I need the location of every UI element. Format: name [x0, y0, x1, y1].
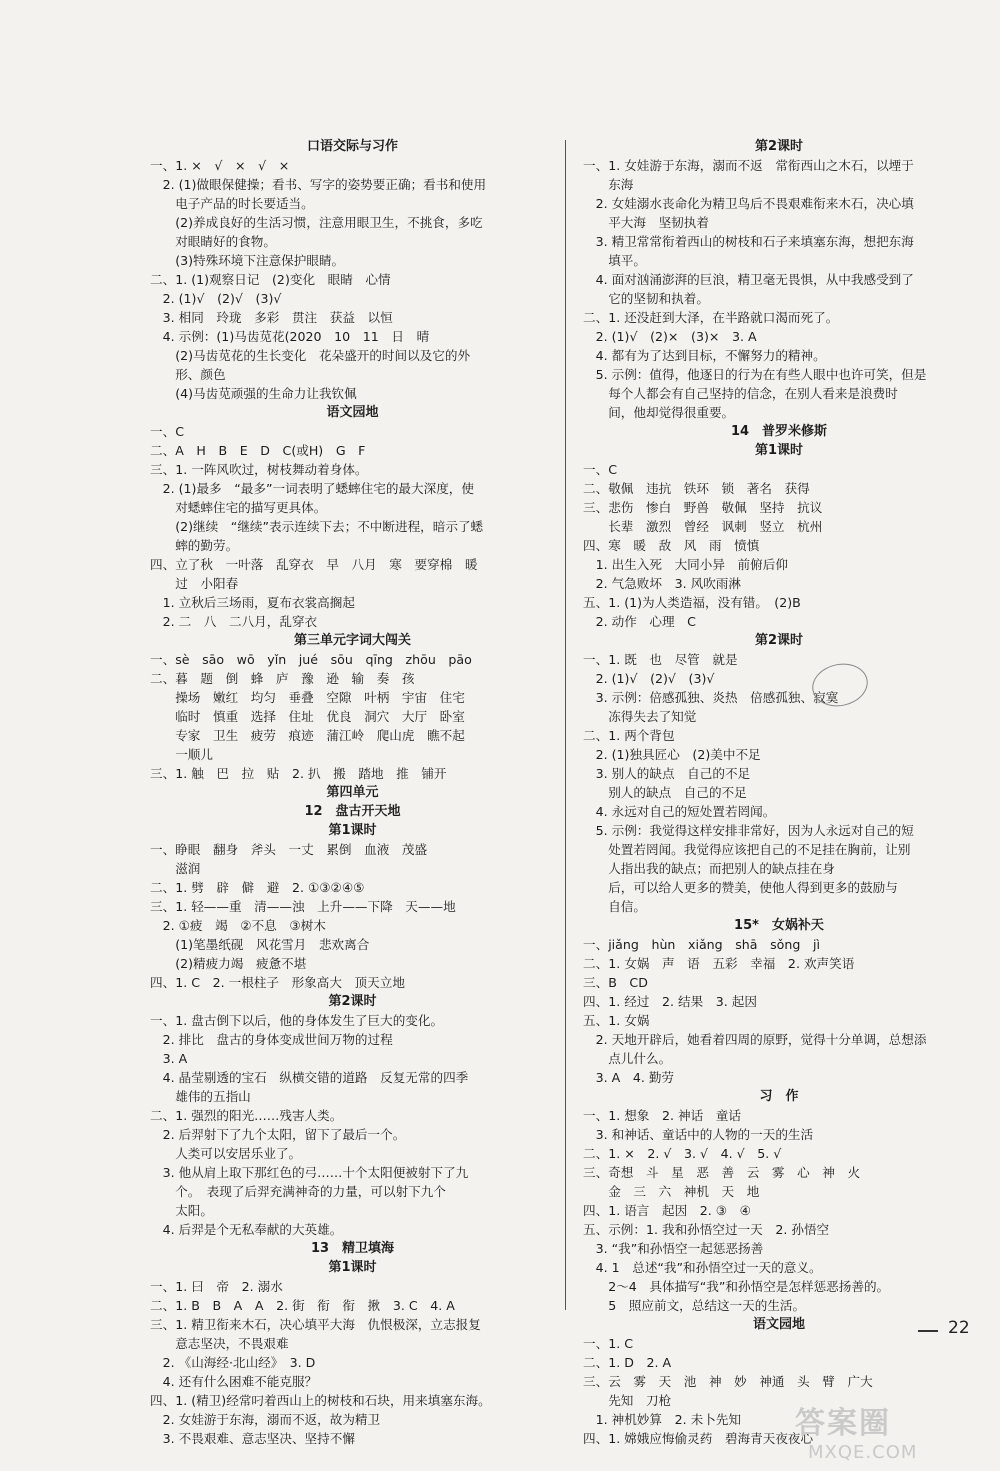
- answer-line: 一、1. 盘古倒下以后，他的身体发生了巨大的变化。: [150, 1013, 444, 1028]
- answer-line: 3. 示例：倍感孤独、炎热 倍感孤独、寂寞: [583, 690, 839, 705]
- answer-line: 形、颜色: [150, 367, 226, 382]
- answer-line: 一、1. 女娃游于东海，溺而不返 常衔西山之木石，以堙于: [583, 158, 914, 173]
- answer-line: 填平。: [583, 253, 646, 268]
- answer-line: 三、1. 轻——重 清——浊 上升——下降 天——地: [150, 899, 456, 914]
- answer-line: 3. 别人的缺点 自己的不足: [583, 766, 751, 781]
- answer-line: 二、A H B E D C(或H) G F: [150, 443, 366, 458]
- answer-line: 2. (1)√ (2)× (3)× 3. A: [583, 329, 757, 344]
- answer-line: 四、寒 暖 敌 风 雨 愤慎: [583, 538, 760, 553]
- section-title: 第2课时: [328, 994, 377, 1009]
- answer-line: 2. 气急败坏 3. 风吹雨淋: [583, 576, 741, 591]
- answer-line: 后，可以给人更多的赞美，使他人得到更多的鼓励与: [583, 880, 898, 895]
- answer-line: 长辈 激烈 曾经 讽刺 竖立 杭州: [583, 519, 823, 534]
- answer-line: 操场 嫩红 均匀 垂叠 空隙 叶柄 宇宙 住宅: [150, 690, 465, 705]
- answer-line: (2)马齿苋花的生长变化 花朵盛开的时间以及它的外: [150, 348, 471, 363]
- answer-line: (3)特殊环境下注意保护眼睛。: [150, 253, 345, 268]
- answer-line: 四、1. 经过 2. 结果 3. 起因: [583, 994, 757, 1009]
- section-title: 第三单元字词大闯关: [293, 633, 411, 648]
- answer-line: 二、1. D 2. A: [583, 1355, 672, 1370]
- answer-line: 滋润: [150, 861, 201, 876]
- watermark-url: MXQE.COM: [808, 1442, 918, 1463]
- answer-line: 三、1. 一阵风吹过，树枝舞动着身体。: [150, 462, 368, 477]
- answer-line: 间，他却觉得很重要。: [583, 405, 735, 420]
- answer-line: 二、1. 女娲 声 语 五彩 幸福 2. 欢声笑语: [583, 956, 855, 971]
- answer-line: 二、1. × 2. √ 3. √ 4. √ 5. √: [583, 1146, 782, 1161]
- section-title: 第1课时: [328, 1260, 377, 1275]
- answer-line: 4. 永远对自己的短处置若罔闻。: [583, 804, 776, 819]
- answer-line: 蟀的勤劳。: [150, 538, 239, 553]
- answer-line: 1. 神机妙算 2. 未卜先知: [583, 1412, 741, 1427]
- answer-line: 五、示例：1. 我和孙悟空过一天 2. 孙悟空: [583, 1222, 830, 1237]
- answer-line: 4. 1 总述“我”和孙悟空过一天的意义。: [583, 1260, 822, 1275]
- answer-line: 一、jiǎng hùn xiǎng shā sǒng jì: [583, 937, 820, 952]
- answer-line: 二、暮 题 倒 蜂 庐 豫 逊 输 奏 孩: [150, 671, 415, 686]
- answer-line: 2～4 具体描写“我”和孙悟空是怎样惩恶扬善的。: [583, 1279, 890, 1294]
- answer-line: 一、1. × √ × √ ×: [150, 158, 290, 173]
- answer-line: 二、1. 强烈的阳光……残害人类。: [150, 1108, 343, 1123]
- answer-line: 二、敬佩 违抗 铁环 锁 著名 获得: [583, 481, 810, 496]
- answer-line: 四、1. (精卫)经常叼着西山上的树枝和石块，用来填塞东海。: [150, 1393, 491, 1408]
- answer-line: 二、1. (1)观察日记 (2)变化 眼睛 心情: [150, 272, 391, 287]
- answer-line: 每个人都会有自己坚持的信念，在别人看来是浪费时: [583, 386, 898, 401]
- section-title: 12 盘古开天地: [304, 804, 401, 819]
- section-title: 第四单元: [326, 785, 379, 800]
- answer-line: 人类可以安居乐业了。: [150, 1146, 302, 1161]
- answer-line: 意志坚决，不畏艰难: [150, 1336, 289, 1351]
- answer-line: 2. (1)独具匠心 (2)美中不足: [583, 747, 761, 762]
- answer-line: 2. (1)√ (2)√ (3)√: [150, 291, 282, 306]
- answer-line: 二、1. 两个背包: [583, 728, 675, 743]
- answer-line: 雄伟的五指山: [150, 1089, 251, 1104]
- answer-line: 5. 示例：我觉得这样安排非常好，因为人永远对自己的短: [583, 823, 914, 838]
- left-column: [150, 137, 555, 1448]
- answer-line: 人指出我的缺点；而把别人的缺点挂在身: [583, 861, 835, 876]
- answer-line: 2. (1)√ (2)√ (3)√: [583, 671, 715, 686]
- answer-line: 3. 相同 玲珑 多彩 贯注 获益 以恒: [150, 310, 393, 325]
- answer-line: 别人的缺点 自己的不足: [583, 785, 747, 800]
- answer-line: 2. 天地开辟后，她看着四周的原野，觉得十分单调，总想添: [583, 1032, 927, 1047]
- page-number: 22: [948, 1318, 970, 1338]
- answer-line: 一、1. C: [583, 1336, 633, 1351]
- right-column: [583, 137, 975, 1448]
- answer-line: (2)精疲力竭 疲惫不堪: [150, 956, 307, 971]
- answer-line: 三、奇想 斗 星 恶 善 云 雾 心 神 火: [583, 1165, 861, 1180]
- answer-line: 电子产品的时长要适当。: [150, 196, 314, 211]
- answer-line: 3. 和神话、童话中的人物的一天的生活: [583, 1127, 814, 1142]
- answer-line: (2)养成良好的生活习惯，注意用眼卫生，不挑食，多吃: [150, 215, 483, 230]
- answer-line: 过 小阳春: [150, 576, 239, 591]
- section-title: 第2课时: [754, 139, 804, 154]
- answer-line: 二、1. 还没赶到大泽，在半路就口渴而死了。: [583, 310, 839, 325]
- answer-line: 3. A 4. 勤劳: [583, 1070, 675, 1085]
- answer-line: 三、1. 触 巴 拉 贴 2. 扒 搬 踏地 推 铺开: [150, 766, 447, 781]
- answer-line: 二、1. 劈 辟 僻 避 2. ①③②④⑤: [150, 880, 365, 895]
- watermark-brand: 答案圈: [795, 1406, 891, 1441]
- answer-line: 处置若罔闻。我觉得应该把自己的不足挂在胸前，让别: [583, 842, 911, 857]
- answer-line: 一、1. 想象 2. 神话 童话: [583, 1108, 741, 1123]
- answer-line: 2. 女娃游于东海，溺而不返，故为精卫: [150, 1412, 381, 1427]
- answer-line: 太阳。: [150, 1203, 213, 1218]
- answer-line: 一、C: [583, 462, 617, 477]
- answer-line: 四、1. C 2. 一根柱子 形象高大 顶天立地: [150, 975, 405, 990]
- answer-line: 四、1. 嫦娥应悔偷灵药 碧海青天夜夜心: [583, 1431, 814, 1446]
- answer-line: 四、1. 语言 起因 2. ③ ④: [583, 1203, 751, 1218]
- answer-line: 2. 女娃溺水丧命化为精卫鸟后不畏艰难衔来木石，决心填: [583, 196, 914, 211]
- answer-line: 5 照应前文，总结这一天的生活。: [583, 1298, 806, 1313]
- answer-line: 3. 他从肩上取下那红色的弓……十个太阳便被射下了九: [150, 1165, 469, 1180]
- answer-line: 三、1. 精卫衔来木石，决心填平大海 仇恨极深，立志报复: [150, 1317, 481, 1332]
- answer-line: 2. 后羿射下了九个太阳，留下了最后一个。: [150, 1127, 406, 1142]
- answer-line: 四、立了秋 一叶落 乱穿衣 早 八月 寒 要穿棉 暖: [150, 557, 478, 572]
- answer-line: 5. 示例：值得，他逐日的行为在有些人眼中也许可笑，但是: [583, 367, 927, 382]
- answer-line: 一、睁眼 翻身 斧头 一丈 累倒 血液 茂盛: [150, 842, 428, 857]
- answer-line: 平大海 坚韧执着: [583, 215, 709, 230]
- answer-line: 二、1. B B A A 2. 街 衔 衔 揪 3. C 4. A: [150, 1298, 455, 1313]
- answer-line: 2. ①疲 竭 ②不息 ③树木: [150, 918, 326, 933]
- answer-line: 3. 精卫常常衔着西山的树枝和石子来填塞东海，想把东海: [583, 234, 914, 249]
- answer-line: (2)继续 “继续”表示连续下去；不中断进程，暗示了蟋: [150, 519, 484, 534]
- answer-line: 3. A: [150, 1051, 188, 1066]
- answer-line: 3. “我”和孙悟空一起惩恶扬善: [583, 1241, 764, 1256]
- section-title: 习 作: [759, 1089, 799, 1104]
- section-title: 15* 女娲补天: [734, 918, 824, 933]
- answer-line: 五、1. (1)为人类造福，没有错。 (2)B: [583, 595, 801, 610]
- answer-line: 一顺儿: [150, 747, 213, 762]
- answer-line: 一、C: [150, 424, 184, 439]
- answer-line: 对眼睛好的食物。: [150, 234, 276, 249]
- answer-line: 4. 还有什么困难不能克服？: [150, 1374, 318, 1389]
- answer-line: 4. 后羿是个无私奉献的大英雄。: [150, 1222, 343, 1237]
- answer-line: 2. 《山海经·北山经》 3. D: [150, 1355, 316, 1370]
- answer-line: 2. (1)最多 “最多”一词表明了蟋蟀住宅的最大深度，使: [150, 481, 474, 496]
- column-divider: [565, 140, 566, 1310]
- answer-line: 2. (1)做眼保健操；看书、写字的姿势要正确；看书和使用: [150, 177, 487, 192]
- answer-line: 点儿什么。: [583, 1051, 672, 1066]
- answer-line: 对蟋蟀住宅的描写更具体。: [150, 500, 327, 515]
- answer-line: 三、悲伤 惨白 野兽 敬佩 坚持 抗议: [583, 500, 823, 515]
- answer-line: (4)马齿苋顽强的生命力让我钦佩: [150, 386, 357, 401]
- answer-line: 2. 二 八 二八月，乱穿衣: [150, 614, 318, 629]
- section-title: 第1课时: [328, 823, 377, 838]
- answer-line: 1. 出生入死 大同小异 前俯后仰: [583, 557, 788, 572]
- answer-line: 3. 不畏艰难、意志坚决、坚持不懈: [150, 1431, 355, 1446]
- answer-line: 五、1. 女娲: [583, 1013, 650, 1028]
- answer-line: 一、1. 既 也 尽管 就是: [583, 652, 738, 667]
- answer-line: 4. 面对汹涌澎湃的巨浪，精卫毫无畏惧，从中我感受到了: [583, 272, 914, 287]
- section-title: 第2课时: [754, 633, 804, 648]
- section-title: 口语交际与习作: [306, 139, 398, 154]
- page-number-dash: [918, 1330, 938, 1332]
- answer-line: 先知 刀枪: [583, 1393, 672, 1408]
- answer-line: 冻得失去了知觉: [583, 709, 697, 724]
- section-title: 13 精卫填海: [310, 1241, 395, 1256]
- answer-line: 金 三 六 神机 天 地: [583, 1184, 760, 1199]
- answer-line: 一、1. 曰 帝 2. 溺水: [150, 1279, 283, 1294]
- answer-line: 4. 示例：(1)马齿苋花(2020 10 11 日 晴: [150, 329, 430, 344]
- answer-line: 它的坚韧和执着。: [583, 291, 709, 306]
- answer-line: 临时 慎重 选择 住址 优良 洞穴 大厅 卧室: [150, 709, 465, 724]
- section-title: 第1课时: [754, 443, 804, 458]
- section-title: 语文园地: [752, 1317, 805, 1332]
- section-title: 14 普罗米修斯: [730, 424, 828, 439]
- answer-line: 三、云 雾 天 池 神 妙 神通 头 臂 广大: [583, 1374, 873, 1389]
- answer-line: 专家 卫生 疲劳 痕迹 蒲江岭 爬山虎 瞧不起: [150, 728, 465, 743]
- answer-line: 2. 排比 盘古的身体变成世间万物的过程: [150, 1032, 393, 1047]
- answer-line: 东海: [583, 177, 634, 192]
- answer-line: (1)笔墨纸砚 风花雪月 悲欢离合: [150, 937, 370, 952]
- answer-line: 自信。: [583, 899, 646, 914]
- answer-line: 1. 立秋后三场雨，夏布衣裳高搁起: [150, 595, 355, 610]
- answer-line: 一、sè sāo wō yǐn jué sōu qīng zhōu pāo: [150, 652, 472, 667]
- answer-line: 4. 晶莹剔透的宝石 纵横交错的道路 反复无常的四季: [150, 1070, 469, 1085]
- answer-line: 个。 表现了后羿充满神奇的力量，可以射下九个: [150, 1184, 446, 1199]
- answer-line: 4. 都有为了达到目标，不懈努力的精神。: [583, 348, 826, 363]
- answer-line: 2. 动作 心理 C: [583, 614, 696, 629]
- section-title: 语文园地: [326, 405, 379, 420]
- answer-line: 三、B CD: [583, 975, 648, 990]
